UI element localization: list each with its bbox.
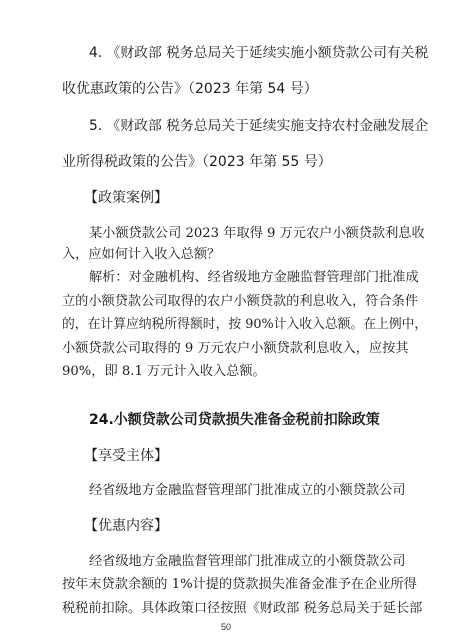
case-analysis-line1: 解析：对金融机构、经省级地方金融监督管理部门批准成	[89, 270, 419, 285]
content-heading: 【优惠内容】	[84, 518, 168, 534]
content-text-line2: 按年末贷款余额的 1%计提的贷款损失准备金准予在企业所得	[62, 577, 417, 592]
policy-item-5-line2: 业所得税政策的公告》（2023 年第 55 号）	[62, 154, 332, 170]
content-text-line3: 税税前扣除。具体政策口径按照《财政部 税务总局关于延长部	[62, 601, 423, 616]
case-question-line1: 某小额贷款公司 2023 年取得 9 万元农户小额贷款利息收	[89, 226, 425, 241]
case-analysis-line2: 立的小额贷款公司取得的农户小额贷款的利息收入，符合条件	[62, 294, 419, 309]
case-analysis-line4: 小额贷款公司取得的 9 万元农户小额贷款利息收入，应按其	[62, 341, 409, 356]
page-number: 50	[220, 622, 231, 632]
subject-text: 经省级地方金融监督管理部门批准成立的小额贷款公司	[89, 483, 406, 498]
policy-item-5-line1: 5. 《财政部 税务总局关于延续实施支持农村金融发展企	[89, 118, 429, 134]
section-title: 24.小额贷款公司贷款损失准备金税前扣除政策	[89, 412, 380, 428]
case-analysis-line3: 的，在计算应纳税所得额时，按 90%计入收入总额。在上例中，	[62, 317, 428, 332]
policy-item-4-line1: 4. 《财政部 税务总局关于延续实施小额贷款公司有关税	[89, 45, 429, 61]
policy-item-4-line2: 收优惠政策的公告》（2023 年第 54 号）	[62, 81, 318, 97]
case-heading: 【政策案例】	[84, 190, 168, 206]
case-analysis-line5: 90%，即 8.1 万元计入收入总额。	[62, 364, 266, 379]
case-question-line2: 入，应如何计入收入总额？	[62, 247, 221, 262]
content-text-line1: 经省级地方金融监督管理部门批准成立的小额贷款公司	[89, 554, 406, 569]
subject-heading: 【享受主体】	[84, 448, 168, 464]
